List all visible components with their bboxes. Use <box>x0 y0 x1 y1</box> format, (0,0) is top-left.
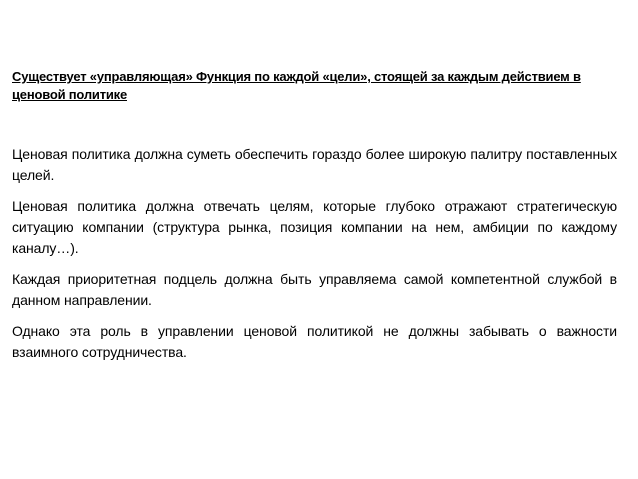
paragraph: Однако эта роль в управлении ценовой политикой не должны забывать о важности взаимного сотрудничества. <box>12 323 617 360</box>
paragraph: Ценовая политика должна отвечать целям, которые глубоко отражают стратегическую ситуацию компании (структура рынка, позиция компании на нем, амбиции по каждому каналу…). <box>12 198 617 256</box>
paragraph-list <box>12 144 617 363</box>
slide-heading: Существует «управляющая» Функция по каждой «цели», стоящей за каждым действием в ценовой политике <box>12 69 581 102</box>
slide-content <box>12 68 617 373</box>
paragraph: Каждая приоритетная подцель должна быть управляема самой компетентной службой в данном направлении. <box>12 271 617 308</box>
paragraph: Ценовая политика должна суметь обеспечить гораздо более широкую палитру поставленных целей. <box>12 146 617 183</box>
